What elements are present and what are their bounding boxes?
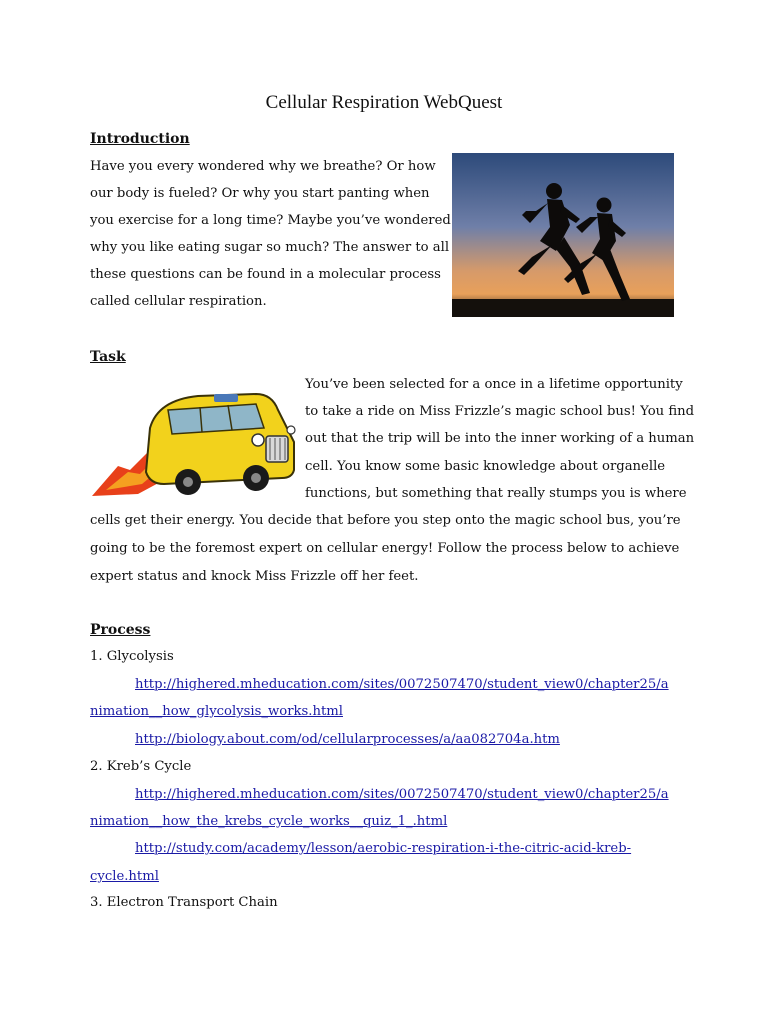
- glycolysis-animation-link[interactable]: http://highered.mheducation.com/sites/0072507470/student_view0/chapter25/a: [135, 677, 669, 692]
- task-heading: Task: [90, 349, 126, 365]
- step-krebs-cycle: 2. Kreb’s Cycle: [90, 759, 192, 774]
- process-heading: Process: [90, 622, 151, 638]
- intro-line: these questions can be found in a molecular process: [90, 267, 441, 282]
- task-line: to take a ride on Miss Frizzle’s magic school bus! You find: [305, 404, 695, 419]
- runners-silhouette-image: [452, 153, 674, 317]
- step-glycolysis: 1. Glycolysis: [90, 649, 174, 664]
- glycolysis-animation-link-continued[interactable]: nimation__how_glycolysis_works.html: [90, 704, 343, 719]
- biology-about-link[interactable]: http://biology.about.com/od/cellularprocesses/a/aa082704a.htm: [135, 732, 560, 747]
- magic-school-bus-image: [88, 380, 298, 505]
- step-electron-transport-chain: 3. Electron Transport Chain: [90, 895, 278, 910]
- krebs-animation-link-continued[interactable]: nimation__how_the_krebs_cycle_works__quiz_1_.html: [90, 814, 448, 829]
- task-line: cell. You know some basic knowledge about organelle: [305, 459, 666, 474]
- task-line: cells get their energy. You decide that before you step onto the magic school bus, you’re: [90, 513, 681, 528]
- study-com-link-continued[interactable]: cycle.html: [90, 869, 159, 884]
- intro-line: Have you every wondered why we breathe? Or how: [90, 159, 436, 174]
- krebs-animation-link[interactable]: http://highered.mheducation.com/sites/0072507470/student_view0/chapter25/a: [135, 787, 669, 802]
- page-title: Cellular Respiration WebQuest: [265, 92, 503, 113]
- study-com-link[interactable]: http://study.com/academy/lesson/aerobic-respiration-i-the-citric-acid-kreb-: [135, 841, 632, 856]
- intro-line: why you like eating sugar so much? The answer to all: [90, 240, 450, 255]
- task-line: functions, but something that really stumps you is where: [305, 486, 687, 501]
- intro-line: our body is fueled? Or why you start panting when: [90, 186, 430, 201]
- task-line: going to be the foremost expert on cellular energy! Follow the process below to achieve: [90, 541, 680, 556]
- intro-line: called cellular respiration.: [90, 294, 267, 309]
- task-line: expert status and knock Miss Frizzle off her feet.: [90, 569, 419, 584]
- task-line: out that the trip will be into the inner working of a human: [305, 431, 695, 446]
- task-line: You’ve been selected for a once in a lifetime opportunity: [305, 377, 683, 392]
- intro-line: you exercise for a long time? Maybe you’ve wondered: [90, 213, 451, 228]
- introduction-heading: Introduction: [90, 131, 190, 147]
